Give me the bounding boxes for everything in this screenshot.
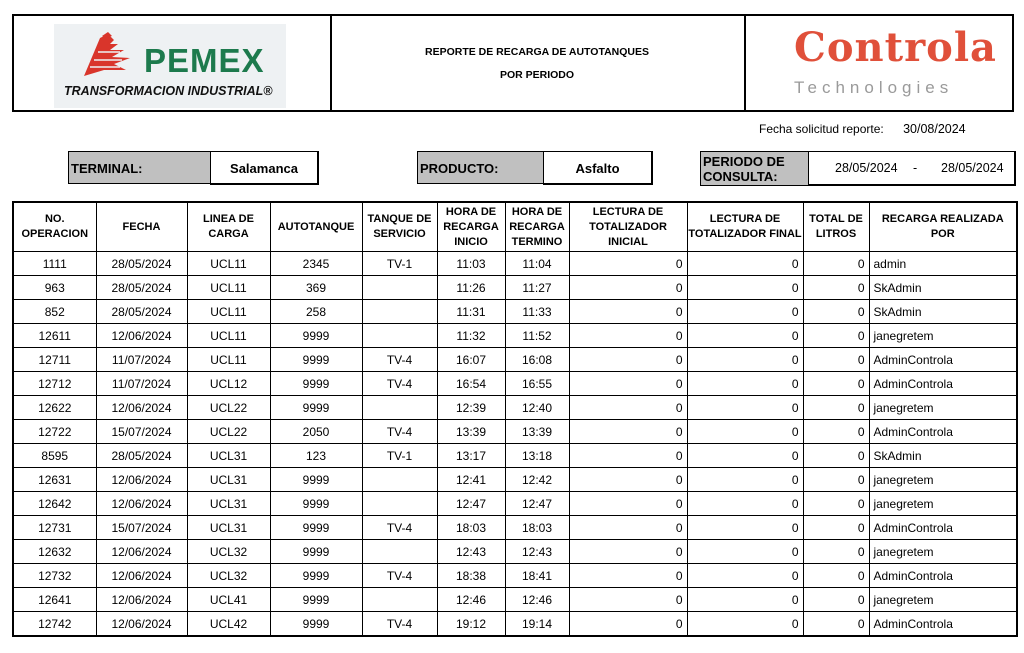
table-row (13, 564, 1017, 588)
cell-hora-termino: 11:27 (505, 276, 569, 300)
cell-linea: UCL31 (187, 468, 270, 492)
report-subtitle: POR PERIODO (499, 69, 575, 81)
cell-realizada-por: AdminControla (869, 516, 1017, 540)
controla-subtitle: Technologies (794, 78, 954, 97)
cell-realizada-por: AdminControla (869, 420, 1017, 444)
pemex-wordmark: PEMEX (144, 42, 265, 79)
col-header: HORA DE RECARGA INICIO (437, 202, 505, 252)
cell-hora-termino: 13:18 (505, 444, 569, 468)
cell-lectura-inicial: 0 (569, 300, 687, 324)
cell-fecha: 12/06/2024 (96, 588, 187, 612)
cell-lectura-inicial: 0 (569, 444, 687, 468)
cell-realizada-por: AdminControla (869, 372, 1017, 396)
cell-fecha: 15/07/2024 (96, 516, 187, 540)
cell-lectura-final: 0 (687, 516, 803, 540)
cell-autotanque: 9999 (270, 516, 362, 540)
table-row (13, 276, 1017, 300)
cell-lectura-inicial: 0 (569, 372, 687, 396)
cell-lectura-inicial: 0 (569, 588, 687, 612)
col-header: LINEA DE CARGA (187, 202, 270, 252)
cell-hora-inicio: 11:32 (437, 324, 505, 348)
cell-realizada-por: janegretem (869, 468, 1017, 492)
cell-linea: UCL22 (187, 396, 270, 420)
cell-hora-termino: 11:04 (505, 252, 569, 276)
cell-hora-inicio: 13:39 (437, 420, 505, 444)
cell-realizada-por: AdminControla (869, 348, 1017, 372)
cell-tanque: TV-4 (362, 516, 437, 540)
cell-tanque: TV-4 (362, 420, 437, 444)
cell-total-litros: 0 (803, 492, 869, 516)
cell-realizada-por: janegretem (869, 588, 1017, 612)
cell-linea: UCL11 (187, 252, 270, 276)
cell-lectura-final: 0 (687, 468, 803, 492)
cell-linea: UCL31 (187, 444, 270, 468)
cell-hora-termino: 19:14 (505, 612, 569, 637)
pemex-subtitle: TRANSFORMACION INDUSTRIAL® (64, 84, 273, 98)
table-header-row (13, 202, 1017, 252)
cell-operacion: 12642 (13, 492, 96, 516)
cell-lectura-inicial: 0 (569, 540, 687, 564)
cell-realizada-por: admin (869, 252, 1017, 276)
cell-hora-termino: 12:43 (505, 540, 569, 564)
cell-hora-inicio: 16:54 (437, 372, 505, 396)
table-row (13, 468, 1017, 492)
cell-realizada-por: SkAdmin (869, 444, 1017, 468)
cell-fecha: 15/07/2024 (96, 420, 187, 444)
col-header: AUTOTANQUE (270, 202, 362, 252)
cell-hora-termino: 12:42 (505, 468, 569, 492)
cell-operacion: 12641 (13, 588, 96, 612)
periodo-from: 28/05/2024 (835, 161, 898, 175)
cell-total-litros: 0 (803, 444, 869, 468)
terminal-label: TERMINAL: (68, 151, 211, 184)
cell-operacion: 12731 (13, 516, 96, 540)
cell-total-litros: 0 (803, 396, 869, 420)
table-row (13, 348, 1017, 372)
cell-tanque: TV-4 (362, 348, 437, 372)
table-row (13, 324, 1017, 348)
cell-operacion: 12611 (13, 324, 96, 348)
cell-tanque (362, 588, 437, 612)
cell-autotanque: 2345 (270, 252, 362, 276)
col-header: TOTAL DE LITROS (803, 202, 869, 252)
cell-lectura-final: 0 (687, 372, 803, 396)
cell-hora-inicio: 11:03 (437, 252, 505, 276)
cell-fecha: 11/07/2024 (96, 372, 187, 396)
cell-total-litros: 0 (803, 420, 869, 444)
cell-hora-inicio: 18:03 (437, 516, 505, 540)
cell-lectura-inicial: 0 (569, 396, 687, 420)
recarga-table (12, 201, 1018, 637)
cell-hora-termino: 18:41 (505, 564, 569, 588)
cell-lectura-final: 0 (687, 276, 803, 300)
cell-fecha: 11/07/2024 (96, 348, 187, 372)
cell-tanque: TV-1 (362, 252, 437, 276)
cell-operacion: 12622 (13, 396, 96, 420)
controla-logo (744, 16, 1012, 110)
cell-operacion: 963 (13, 276, 96, 300)
cell-lectura-final: 0 (687, 420, 803, 444)
col-header: TANQUE DE SERVICIO (362, 202, 437, 252)
cell-linea: UCL42 (187, 612, 270, 637)
report-title: REPORTE DE RECARGA DE AUTOTANQUES (424, 46, 650, 58)
cell-lectura-inicial: 0 (569, 252, 687, 276)
cell-lectura-final: 0 (687, 252, 803, 276)
pemex-logo (54, 24, 286, 108)
cell-operacion: 12631 (13, 468, 96, 492)
cell-hora-inicio: 16:07 (437, 348, 505, 372)
periodo-range (808, 151, 1016, 186)
cell-autotanque: 9999 (270, 324, 362, 348)
cell-operacion: 12712 (13, 372, 96, 396)
cell-hora-termino: 12:40 (505, 396, 569, 420)
cell-linea: UCL11 (187, 276, 270, 300)
cell-hora-termino: 12:46 (505, 588, 569, 612)
cell-lectura-inicial: 0 (569, 492, 687, 516)
table-row (13, 420, 1017, 444)
cell-hora-termino: 11:33 (505, 300, 569, 324)
cell-hora-inicio: 12:39 (437, 396, 505, 420)
cell-hora-inicio: 19:12 (437, 612, 505, 637)
fecha-solicitud-value: 30/08/2024 (903, 122, 966, 136)
cell-tanque (362, 396, 437, 420)
report-title-cell (330, 16, 746, 110)
cell-realizada-por: AdminControla (869, 612, 1017, 637)
cell-realizada-por: janegretem (869, 540, 1017, 564)
cell-lectura-final: 0 (687, 588, 803, 612)
table-row (13, 612, 1017, 637)
cell-realizada-por: SkAdmin (869, 300, 1017, 324)
col-header: FECHA (96, 202, 187, 252)
cell-linea: UCL41 (187, 588, 270, 612)
cell-total-litros: 0 (803, 324, 869, 348)
fecha-solicitud (759, 122, 966, 136)
table-row (13, 444, 1017, 468)
cell-operacion: 12742 (13, 612, 96, 637)
cell-hora-inicio: 13:17 (437, 444, 505, 468)
cell-realizada-por: janegretem (869, 324, 1017, 348)
cell-total-litros: 0 (803, 468, 869, 492)
cell-autotanque: 2050 (270, 420, 362, 444)
cell-linea: UCL32 (187, 540, 270, 564)
cell-autotanque: 9999 (270, 540, 362, 564)
cell-fecha: 12/06/2024 (96, 324, 187, 348)
cell-fecha: 12/06/2024 (96, 468, 187, 492)
cell-autotanque: 258 (270, 300, 362, 324)
cell-autotanque: 9999 (270, 372, 362, 396)
cell-fecha: 12/06/2024 (96, 564, 187, 588)
cell-lectura-inicial: 0 (569, 564, 687, 588)
cell-tanque: TV-4 (362, 372, 437, 396)
cell-total-litros: 0 (803, 372, 869, 396)
producto-value: Asfalto (543, 151, 653, 185)
periodo-separator: - (913, 161, 918, 175)
cell-lectura-final: 0 (687, 540, 803, 564)
cell-operacion: 12632 (13, 540, 96, 564)
cell-tanque: TV-1 (362, 444, 437, 468)
cell-total-litros: 0 (803, 612, 869, 637)
cell-fecha: 12/06/2024 (96, 396, 187, 420)
table-row (13, 540, 1017, 564)
cell-total-litros: 0 (803, 564, 869, 588)
cell-lectura-inicial: 0 (569, 276, 687, 300)
cell-autotanque: 9999 (270, 588, 362, 612)
cell-hora-inicio: 11:31 (437, 300, 505, 324)
periodo-label: PERIODO DE CONSULTA: (700, 151, 809, 186)
pemex-logo-cell (14, 16, 332, 110)
cell-fecha: 28/05/2024 (96, 300, 187, 324)
pemex-eagle-icon (80, 30, 136, 82)
cell-autotanque: 123 (270, 444, 362, 468)
cell-lectura-final: 0 (687, 444, 803, 468)
cell-lectura-final: 0 (687, 300, 803, 324)
cell-tanque (362, 300, 437, 324)
cell-fecha: 28/05/2024 (96, 252, 187, 276)
cell-hora-termino: 12:47 (505, 492, 569, 516)
cell-autotanque: 9999 (270, 612, 362, 637)
controla-wordmark: Controla (794, 24, 997, 71)
cell-autotanque: 369 (270, 276, 362, 300)
cell-lectura-inicial: 0 (569, 348, 687, 372)
table-row (13, 396, 1017, 420)
terminal-value: Salamanca (210, 151, 319, 185)
cell-tanque: TV-4 (362, 612, 437, 637)
cell-fecha: 12/06/2024 (96, 492, 187, 516)
cell-tanque (362, 468, 437, 492)
col-header: HORA DE RECARGA TERMINO (505, 202, 569, 252)
cell-total-litros: 0 (803, 588, 869, 612)
cell-total-litros: 0 (803, 348, 869, 372)
cell-hora-inicio: 12:46 (437, 588, 505, 612)
cell-total-litros: 0 (803, 516, 869, 540)
periodo-to: 28/05/2024 (941, 161, 1004, 175)
cell-linea: UCL22 (187, 420, 270, 444)
cell-total-litros: 0 (803, 300, 869, 324)
cell-tanque (362, 276, 437, 300)
col-header: LECTURA DE TOTALIZADOR INICIAL (569, 202, 687, 252)
cell-hora-inicio: 18:38 (437, 564, 505, 588)
cell-lectura-final: 0 (687, 492, 803, 516)
fecha-solicitud-label: Fecha solicitud reporte: (759, 122, 884, 136)
table-body (13, 252, 1017, 637)
cell-fecha: 12/06/2024 (96, 612, 187, 637)
table-row (13, 492, 1017, 516)
col-header: RECARGA REALIZADA POR (869, 202, 1017, 252)
cell-operacion: 12732 (13, 564, 96, 588)
cell-lectura-inicial: 0 (569, 420, 687, 444)
cell-total-litros: 0 (803, 540, 869, 564)
cell-lectura-final: 0 (687, 396, 803, 420)
cell-fecha: 28/05/2024 (96, 444, 187, 468)
cell-tanque (362, 492, 437, 516)
table-row (13, 516, 1017, 540)
cell-hora-termino: 13:39 (505, 420, 569, 444)
cell-lectura-final: 0 (687, 348, 803, 372)
cell-lectura-inicial: 0 (569, 468, 687, 492)
cell-linea: UCL31 (187, 516, 270, 540)
cell-linea: UCL31 (187, 492, 270, 516)
cell-realizada-por: AdminControla (869, 564, 1017, 588)
cell-total-litros: 0 (803, 276, 869, 300)
cell-hora-termino: 16:08 (505, 348, 569, 372)
cell-linea: UCL11 (187, 348, 270, 372)
cell-autotanque: 9999 (270, 468, 362, 492)
cell-tanque (362, 324, 437, 348)
cell-lectura-final: 0 (687, 324, 803, 348)
cell-autotanque: 9999 (270, 396, 362, 420)
report-header (12, 14, 1014, 112)
cell-autotanque: 9999 (270, 564, 362, 588)
cell-operacion: 12711 (13, 348, 96, 372)
cell-linea: UCL11 (187, 324, 270, 348)
cell-hora-inicio: 12:43 (437, 540, 505, 564)
cell-hora-inicio: 11:26 (437, 276, 505, 300)
cell-lectura-inicial: 0 (569, 516, 687, 540)
cell-lectura-final: 0 (687, 612, 803, 637)
cell-lectura-final: 0 (687, 564, 803, 588)
table-row (13, 588, 1017, 612)
cell-operacion: 852 (13, 300, 96, 324)
cell-tanque (362, 540, 437, 564)
producto-label: PRODUCTO: (417, 151, 544, 184)
cell-realizada-por: janegretem (869, 396, 1017, 420)
cell-hora-termino: 18:03 (505, 516, 569, 540)
table-row (13, 300, 1017, 324)
cell-operacion: 12722 (13, 420, 96, 444)
cell-linea: UCL12 (187, 372, 270, 396)
cell-hora-termino: 11:52 (505, 324, 569, 348)
cell-linea: UCL11 (187, 300, 270, 324)
cell-realizada-por: janegretem (869, 492, 1017, 516)
cell-hora-termino: 16:55 (505, 372, 569, 396)
cell-lectura-inicial: 0 (569, 612, 687, 637)
cell-fecha: 12/06/2024 (96, 540, 187, 564)
table-row (13, 372, 1017, 396)
cell-fecha: 28/05/2024 (96, 276, 187, 300)
cell-tanque: TV-4 (362, 564, 437, 588)
col-header: LECTURA DE TOTALIZADOR FINAL (687, 202, 803, 252)
cell-lectura-inicial: 0 (569, 324, 687, 348)
cell-total-litros: 0 (803, 252, 869, 276)
cell-linea: UCL32 (187, 564, 270, 588)
table-row (13, 252, 1017, 276)
cell-operacion: 8595 (13, 444, 96, 468)
col-header: NO. OPERACION (13, 202, 96, 252)
cell-operacion: 1111 (13, 252, 96, 276)
cell-autotanque: 9999 (270, 348, 362, 372)
cell-hora-inicio: 12:47 (437, 492, 505, 516)
cell-realizada-por: SkAdmin (869, 276, 1017, 300)
cell-autotanque: 9999 (270, 492, 362, 516)
cell-hora-inicio: 12:41 (437, 468, 505, 492)
